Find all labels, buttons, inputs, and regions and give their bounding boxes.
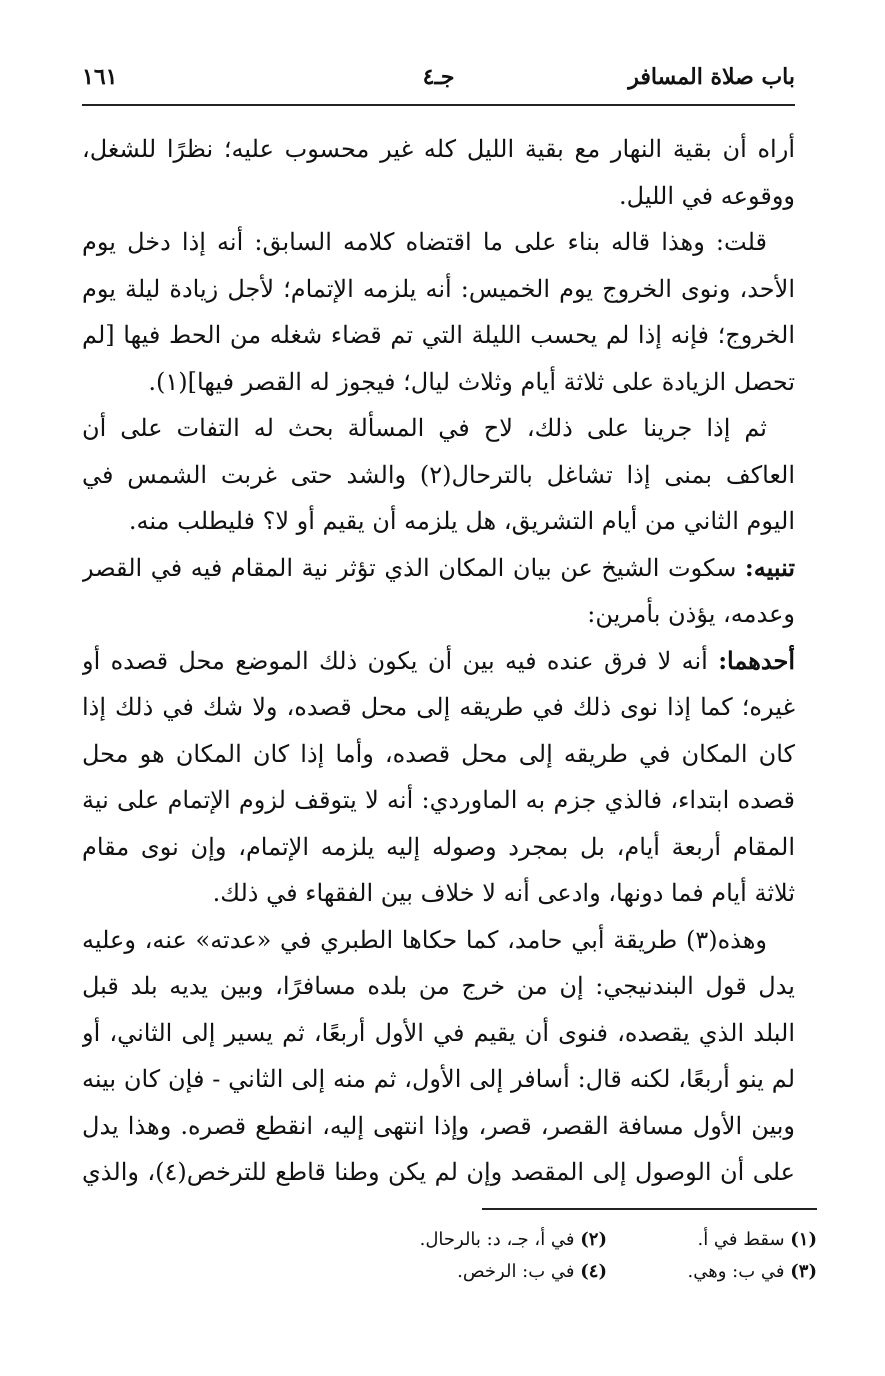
footnote-text: في ب: وهي. bbox=[687, 1261, 785, 1282]
footnote-number: (٤) bbox=[580, 1261, 607, 1282]
paragraph-text: . bbox=[148, 367, 156, 396]
chapter-title: باب صلاة المسافر bbox=[628, 64, 795, 90]
lead-word: تنبيه: bbox=[744, 552, 795, 582]
page-number: ١٦١ bbox=[82, 64, 118, 90]
header-rule bbox=[82, 104, 795, 106]
footnote-ref: (٤) bbox=[155, 1158, 187, 1186]
paragraph-text: وهذه bbox=[717, 925, 767, 954]
paragraph-text: قلت: وهذا قاله بناء على ما اقتضاه كلامه السابق: أنه إذا دخل يوم الأحد، ونوى الخروج يوم الخميس: أنه يلزمه الإتمام؛ لأجل زيادة ليلة يوم الخروج؛ فإنه إذا لم يحسب الليلة التي تم قضاء شغله من الحط فيها [لم تحصل الزيادة على ثلاثة أيام وثلاث ليال؛ فيجوز له القصر فيها] bbox=[82, 228, 795, 396]
volume-label: جـ٤ bbox=[422, 64, 455, 90]
footnote-text: في ب: الرخص. bbox=[457, 1261, 575, 1282]
footnote-ref: (٣) bbox=[685, 925, 718, 954]
paragraph bbox=[82, 126, 795, 219]
page-header bbox=[82, 58, 795, 102]
paragraph bbox=[82, 219, 795, 405]
footnote-ref: (٢) bbox=[419, 460, 452, 489]
footnote-rule bbox=[482, 1208, 817, 1210]
footnote-text: سقط في أ. bbox=[697, 1229, 785, 1250]
paragraph-text: ، والذي bbox=[82, 1158, 156, 1186]
paragraph-text: سكوت الشيخ عن بيان المكان الذي تؤثر نية المقام فيه في القصر وعدمه، يؤذن بأمرين: bbox=[82, 553, 795, 628]
paragraph bbox=[82, 405, 795, 545]
paragraph-text: أراه أن بقية النهار مع بقية الليل كله غير محسوب عليه؛ نظرًا للشغل، ووقوعه في الليل. bbox=[82, 135, 795, 210]
footnote-text: في أ، جـ، د: بالرحال. bbox=[419, 1229, 575, 1250]
footnote-number: (٣) bbox=[790, 1261, 817, 1282]
footnotes bbox=[82, 1224, 817, 1288]
main-text bbox=[82, 126, 795, 1186]
footnote-number: (١) bbox=[790, 1229, 817, 1250]
paragraph-text: والشد حتى غربت الشمس في اليوم الثاني من أيام التشريق، هل يلزمه أن يقيم أو لا؟ فليطلب منه. bbox=[82, 460, 795, 535]
footnote bbox=[397, 1256, 607, 1288]
paragraph bbox=[82, 638, 795, 917]
paragraph-text: طريقة أبي حامد، كما حكاها الطبري في «عدته» عنه، وعليه يدل قول البندنيجي: إن من خرج من بلده مسافرًا، وبين يديه بلد قبل البلد الذي يقصده، فنوى أن يقيم في الأول أربعًا، ثم يسير إلى الثاني، أو لم ينو أربعًا، لكنه قال: أسافر إلى الأول، ثم منه إلى الثاني - فإن كان بينه وبين الأول مسافة القصر، قصر، وإذا انتهى إليه، انقطع قصره. وهذا يدل على أن الوصول إلى المقصد وإن لم يكن وطنا قاطع للترخص bbox=[82, 925, 795, 1186]
footnote-row bbox=[82, 1256, 817, 1288]
footnote-number: (٢) bbox=[580, 1229, 607, 1250]
footnote bbox=[607, 1224, 817, 1256]
lead-word: أحدهما: bbox=[718, 645, 795, 675]
paragraph-text: أنه لا فرق عنده فيه بين أن يكون ذلك الموضع محل قصده أو غيره؛ كما إذا نوى ذلك في طريقه إلى محل قصده، ولا شك في ذلك إذا كان المكان في طريقه إلى محل قصده، وأما إذا كان المكان هو محل قصده ابتداء، فالذي جزم به الماوردي: أنه لا يتوقف لزوم الإتمام على نية المقام أربعة أيام، بل بمجرد وصوله إليه يلزمه الإتمام، وإن نوى مقام ثلاثة أيام فما دونها، وادعى أنه لا خلاف بين الفقهاء في ذلك. bbox=[82, 646, 795, 907]
paragraph bbox=[82, 917, 795, 1187]
footnote-ref: (١) bbox=[155, 367, 188, 396]
footnote-row bbox=[82, 1224, 817, 1256]
paragraph-text: ثم إذا جرينا على ذلك، لاح في المسألة بحث له التفات على أن العاكف بمنى إذا تشاغل بالترحال bbox=[82, 414, 795, 489]
paragraph bbox=[82, 545, 795, 638]
footnote bbox=[397, 1224, 607, 1256]
footnote bbox=[607, 1256, 817, 1288]
